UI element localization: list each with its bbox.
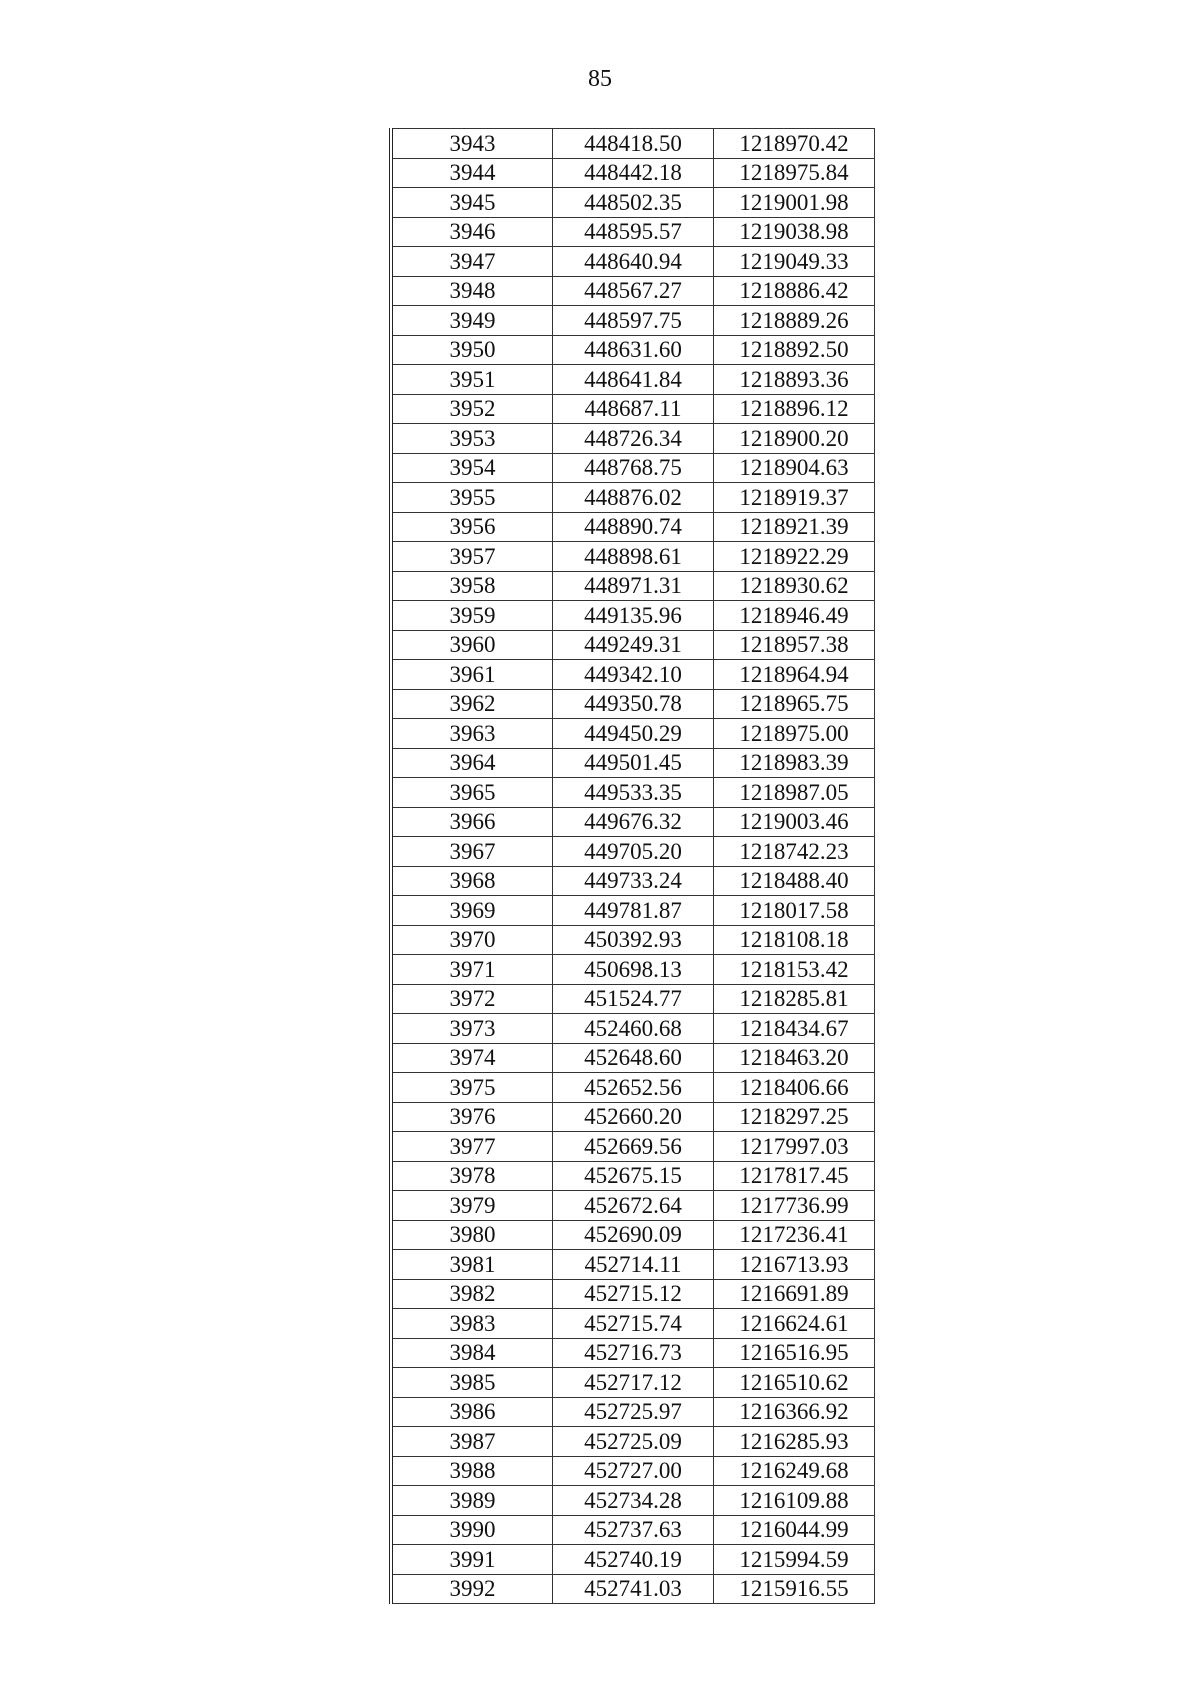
table-row: [391, 660, 875, 690]
table-row: [391, 748, 875, 778]
y-coordinate-cell: 1216624.61: [714, 1309, 875, 1339]
y-coordinate-cell: 1218919.37: [714, 483, 875, 513]
y-coordinate-cell: 1216516.95: [714, 1338, 875, 1368]
table-row: [391, 394, 875, 424]
x-coordinate-cell: 448631.60: [553, 335, 714, 365]
x-coordinate-cell: 448876.02: [553, 483, 714, 513]
table-row: [391, 778, 875, 808]
table-row: [391, 807, 875, 837]
x-coordinate-cell: 449733.24: [553, 866, 714, 896]
y-coordinate-cell: 1218896.12: [714, 394, 875, 424]
y-coordinate-cell: 1218108.18: [714, 925, 875, 955]
point-number-cell: 3970: [391, 925, 553, 955]
point-number-cell: 3953: [391, 424, 553, 454]
y-coordinate-cell: 1218921.39: [714, 512, 875, 542]
table-row: [391, 601, 875, 631]
table-row: [391, 1250, 875, 1280]
point-number-cell: 3986: [391, 1397, 553, 1427]
table-row: [391, 866, 875, 896]
point-number-cell: 3960: [391, 630, 553, 660]
x-coordinate-cell: 451524.77: [553, 984, 714, 1014]
y-coordinate-cell: 1217997.03: [714, 1132, 875, 1162]
y-coordinate-cell: 1216249.68: [714, 1456, 875, 1486]
table-row: [391, 1132, 875, 1162]
y-coordinate-cell: 1216691.89: [714, 1279, 875, 1309]
x-coordinate-cell: 448971.31: [553, 571, 714, 601]
y-coordinate-cell: 1218957.38: [714, 630, 875, 660]
x-coordinate-cell: 452669.56: [553, 1132, 714, 1162]
y-coordinate-cell: 1218964.94: [714, 660, 875, 690]
y-coordinate-cell: 1218946.49: [714, 601, 875, 631]
x-coordinate-cell: 452652.56: [553, 1073, 714, 1103]
point-number-cell: 3945: [391, 188, 553, 218]
x-coordinate-cell: 449533.35: [553, 778, 714, 808]
page-number: 85: [588, 66, 612, 92]
y-coordinate-cell: 1216366.92: [714, 1397, 875, 1427]
point-number-cell: 3989: [391, 1486, 553, 1516]
y-coordinate-cell: 1216510.62: [714, 1368, 875, 1398]
table-row: [391, 984, 875, 1014]
point-number-cell: 3950: [391, 335, 553, 365]
point-number-cell: 3963: [391, 719, 553, 749]
x-coordinate-cell: 449249.31: [553, 630, 714, 660]
x-coordinate-cell: 448898.61: [553, 542, 714, 572]
table-row: [391, 129, 875, 159]
point-number-cell: 3974: [391, 1043, 553, 1073]
y-coordinate-cell: 1218930.62: [714, 571, 875, 601]
point-number-cell: 3949: [391, 306, 553, 336]
y-coordinate-cell: 1216285.93: [714, 1427, 875, 1457]
point-number-cell: 3956: [391, 512, 553, 542]
point-number-cell: 3957: [391, 542, 553, 572]
x-coordinate-cell: 452714.11: [553, 1250, 714, 1280]
point-number-cell: 3980: [391, 1220, 553, 1250]
y-coordinate-cell: 1217736.99: [714, 1191, 875, 1221]
table-row: [391, 1279, 875, 1309]
coordinates-table: [389, 128, 875, 1604]
table-row: [391, 306, 875, 336]
table-row: [391, 542, 875, 572]
point-number-cell: 3984: [391, 1338, 553, 1368]
y-coordinate-cell: 1219038.98: [714, 217, 875, 247]
y-coordinate-cell: 1219003.46: [714, 807, 875, 837]
point-number-cell: 3954: [391, 453, 553, 483]
table-row: [391, 1309, 875, 1339]
table-row: [391, 955, 875, 985]
point-number-cell: 3955: [391, 483, 553, 513]
y-coordinate-cell: 1218488.40: [714, 866, 875, 896]
x-coordinate-cell: 448418.50: [553, 129, 714, 159]
table-row: [391, 483, 875, 513]
x-coordinate-cell: 450698.13: [553, 955, 714, 985]
table-row: [391, 158, 875, 188]
table-row: [391, 1456, 875, 1486]
table-row: [391, 424, 875, 454]
x-coordinate-cell: 448687.11: [553, 394, 714, 424]
y-coordinate-cell: 1218904.63: [714, 453, 875, 483]
point-number-cell: 3959: [391, 601, 553, 631]
point-number-cell: 3967: [391, 837, 553, 867]
table-row: [391, 1397, 875, 1427]
x-coordinate-cell: 448442.18: [553, 158, 714, 188]
y-coordinate-cell: 1216044.99: [714, 1515, 875, 1545]
table-row: [391, 837, 875, 867]
x-coordinate-cell: 448768.75: [553, 453, 714, 483]
y-coordinate-cell: 1218987.05: [714, 778, 875, 808]
y-coordinate-cell: 1218893.36: [714, 365, 875, 395]
x-coordinate-cell: 449135.96: [553, 601, 714, 631]
point-number-cell: 3944: [391, 158, 553, 188]
y-coordinate-cell: 1218017.58: [714, 896, 875, 926]
y-coordinate-cell: 1218153.42: [714, 955, 875, 985]
y-coordinate-cell: 1218965.75: [714, 689, 875, 719]
x-coordinate-cell: 452460.68: [553, 1014, 714, 1044]
point-number-cell: 3976: [391, 1102, 553, 1132]
table-row: [391, 276, 875, 306]
y-coordinate-cell: 1217236.41: [714, 1220, 875, 1250]
y-coordinate-cell: 1218922.29: [714, 542, 875, 572]
x-coordinate-cell: 452740.19: [553, 1545, 714, 1575]
x-coordinate-cell: 452741.03: [553, 1574, 714, 1604]
point-number-cell: 3948: [391, 276, 553, 306]
table-row: [391, 1574, 875, 1604]
table-row: [391, 925, 875, 955]
y-coordinate-cell: 1218892.50: [714, 335, 875, 365]
x-coordinate-cell: 448890.74: [553, 512, 714, 542]
point-number-cell: 3985: [391, 1368, 553, 1398]
table-row: [391, 1368, 875, 1398]
x-coordinate-cell: 452648.60: [553, 1043, 714, 1073]
x-coordinate-cell: 452690.09: [553, 1220, 714, 1250]
x-coordinate-cell: 452717.12: [553, 1368, 714, 1398]
x-coordinate-cell: 452675.15: [553, 1161, 714, 1191]
x-coordinate-cell: 448502.35: [553, 188, 714, 218]
y-coordinate-cell: 1216109.88: [714, 1486, 875, 1516]
table-row: [391, 217, 875, 247]
x-coordinate-cell: 449501.45: [553, 748, 714, 778]
x-coordinate-cell: 452725.97: [553, 1397, 714, 1427]
y-coordinate-cell: 1218983.39: [714, 748, 875, 778]
table-row: [391, 1515, 875, 1545]
table-row: [391, 896, 875, 926]
table-row: [391, 689, 875, 719]
y-coordinate-cell: 1218285.81: [714, 984, 875, 1014]
x-coordinate-cell: 449342.10: [553, 660, 714, 690]
table-row: [391, 1220, 875, 1250]
point-number-cell: 3968: [391, 866, 553, 896]
table-row: [391, 247, 875, 277]
x-coordinate-cell: 450392.93: [553, 925, 714, 955]
x-coordinate-cell: 449450.29: [553, 719, 714, 749]
x-coordinate-cell: 452737.63: [553, 1515, 714, 1545]
coordinates-table-body: [391, 129, 875, 1604]
point-number-cell: 3973: [391, 1014, 553, 1044]
table-row: [391, 512, 875, 542]
point-number-cell: 3952: [391, 394, 553, 424]
table-row: [391, 571, 875, 601]
point-number-cell: 3975: [391, 1073, 553, 1103]
table-row: [391, 1338, 875, 1368]
y-coordinate-cell: 1218889.26: [714, 306, 875, 336]
point-number-cell: 3982: [391, 1279, 553, 1309]
y-coordinate-cell: 1218297.25: [714, 1102, 875, 1132]
y-coordinate-cell: 1218970.42: [714, 129, 875, 159]
table-row: [391, 1014, 875, 1044]
y-coordinate-cell: 1218463.20: [714, 1043, 875, 1073]
point-number-cell: 3969: [391, 896, 553, 926]
point-number-cell: 3978: [391, 1161, 553, 1191]
table-row: [391, 1191, 875, 1221]
point-number-cell: 3971: [391, 955, 553, 985]
point-number-cell: 3977: [391, 1132, 553, 1162]
x-coordinate-cell: 452734.28: [553, 1486, 714, 1516]
point-number-cell: 3961: [391, 660, 553, 690]
point-number-cell: 3983: [391, 1309, 553, 1339]
point-number-cell: 3962: [391, 689, 553, 719]
point-number-cell: 3943: [391, 129, 553, 159]
y-coordinate-cell: 1218434.67: [714, 1014, 875, 1044]
x-coordinate-cell: 452725.09: [553, 1427, 714, 1457]
y-coordinate-cell: 1218886.42: [714, 276, 875, 306]
x-coordinate-cell: 452716.73: [553, 1338, 714, 1368]
x-coordinate-cell: 452660.20: [553, 1102, 714, 1132]
point-number-cell: 3991: [391, 1545, 553, 1575]
y-coordinate-cell: 1215916.55: [714, 1574, 875, 1604]
y-coordinate-cell: 1219001.98: [714, 188, 875, 218]
table-row: [391, 1102, 875, 1132]
x-coordinate-cell: 452672.64: [553, 1191, 714, 1221]
x-coordinate-cell: 452715.74: [553, 1309, 714, 1339]
table-row: [391, 1161, 875, 1191]
y-coordinate-cell: 1217817.45: [714, 1161, 875, 1191]
x-coordinate-cell: 448640.94: [553, 247, 714, 277]
table-row: [391, 1073, 875, 1103]
y-coordinate-cell: 1215994.59: [714, 1545, 875, 1575]
point-number-cell: 3979: [391, 1191, 553, 1221]
point-number-cell: 3964: [391, 748, 553, 778]
x-coordinate-cell: 449676.32: [553, 807, 714, 837]
x-coordinate-cell: 448567.27: [553, 276, 714, 306]
table-row: [391, 1545, 875, 1575]
point-number-cell: 3947: [391, 247, 553, 277]
table-row: [391, 365, 875, 395]
table-row: [391, 630, 875, 660]
x-coordinate-cell: 449350.78: [553, 689, 714, 719]
point-number-cell: 3972: [391, 984, 553, 1014]
x-coordinate-cell: 448726.34: [553, 424, 714, 454]
x-coordinate-cell: 448641.84: [553, 365, 714, 395]
y-coordinate-cell: 1218900.20: [714, 424, 875, 454]
x-coordinate-cell: 449781.87: [553, 896, 714, 926]
table-row: [391, 188, 875, 218]
point-number-cell: 3987: [391, 1427, 553, 1457]
point-number-cell: 3988: [391, 1456, 553, 1486]
y-coordinate-cell: 1218742.23: [714, 837, 875, 867]
point-number-cell: 3958: [391, 571, 553, 601]
y-coordinate-cell: 1216713.93: [714, 1250, 875, 1280]
x-coordinate-cell: 448597.75: [553, 306, 714, 336]
table-row: [391, 719, 875, 749]
y-coordinate-cell: 1219049.33: [714, 247, 875, 277]
table-row: [391, 453, 875, 483]
x-coordinate-cell: 449705.20: [553, 837, 714, 867]
x-coordinate-cell: 452715.12: [553, 1279, 714, 1309]
point-number-cell: 3965: [391, 778, 553, 808]
point-number-cell: 3946: [391, 217, 553, 247]
point-number-cell: 3966: [391, 807, 553, 837]
y-coordinate-cell: 1218406.66: [714, 1073, 875, 1103]
y-coordinate-cell: 1218975.84: [714, 158, 875, 188]
table-row: [391, 1486, 875, 1516]
table-row: [391, 1043, 875, 1073]
table-row: [391, 1427, 875, 1457]
point-number-cell: 3992: [391, 1574, 553, 1604]
x-coordinate-cell: 448595.57: [553, 217, 714, 247]
point-number-cell: 3951: [391, 365, 553, 395]
y-coordinate-cell: 1218975.00: [714, 719, 875, 749]
point-number-cell: 3981: [391, 1250, 553, 1280]
table-row: [391, 335, 875, 365]
x-coordinate-cell: 452727.00: [553, 1456, 714, 1486]
point-number-cell: 3990: [391, 1515, 553, 1545]
